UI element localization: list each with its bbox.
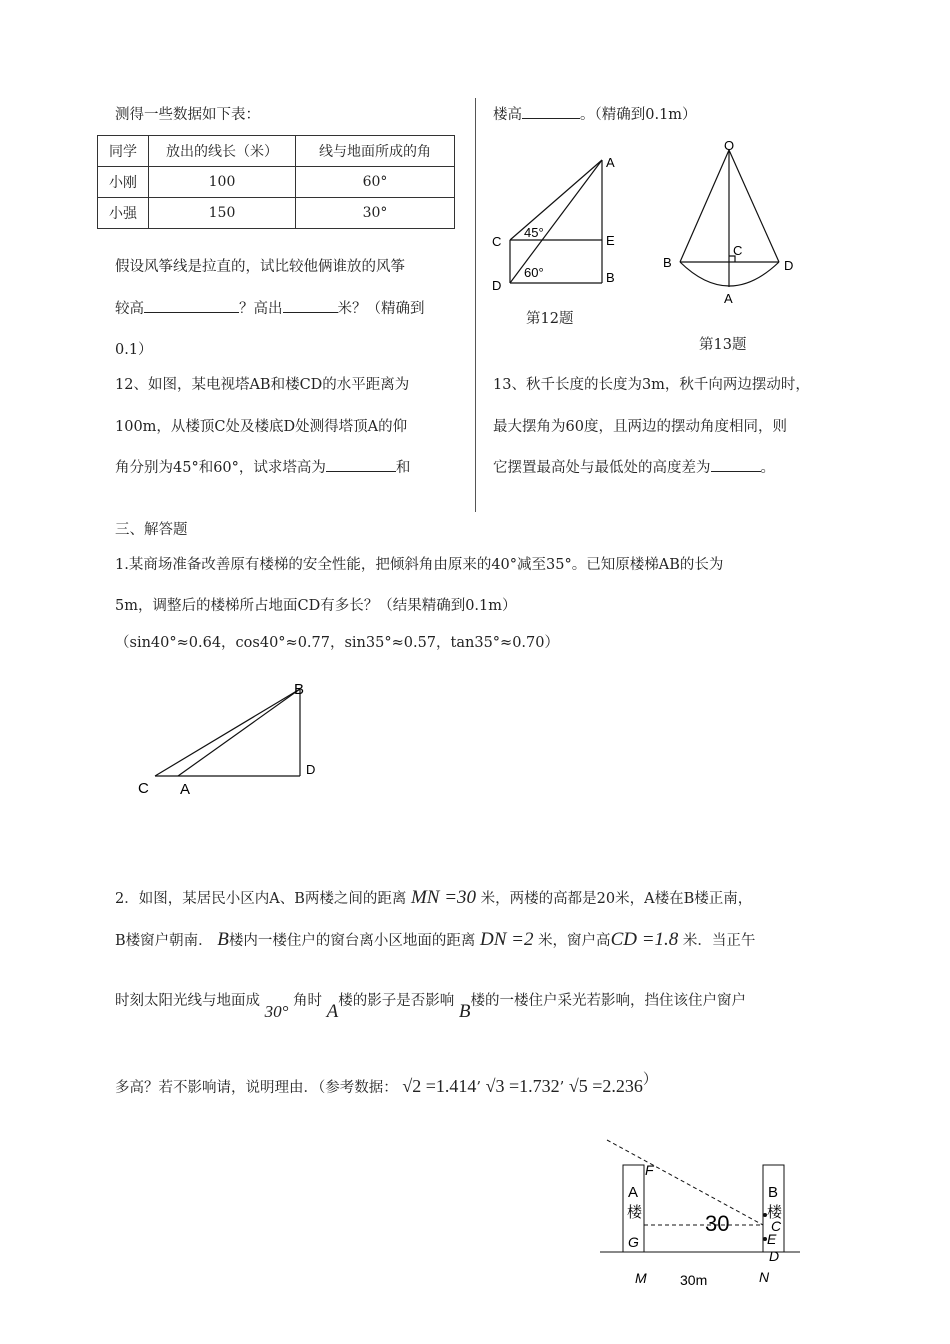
problem2-line4: 多高？若不影响请，说明理由．（参考数据： √2 =1.414’ √3 =1.732’ √5 =2.236） — [115, 1072, 658, 1096]
label-e: E — [767, 1231, 777, 1247]
table-header-row — [98, 136, 455, 167]
stair-ab — [178, 689, 300, 776]
p2-text: ） — [642, 1072, 658, 1088]
label-m: M — [635, 1270, 647, 1286]
table-cell: 小强 — [98, 198, 149, 229]
section-heading: 三、解答题 — [115, 522, 188, 538]
b-building-lou: 楼 — [767, 1204, 783, 1221]
q13-line3 — [493, 456, 775, 477]
column-divider — [475, 98, 476, 512]
label-a: A — [606, 155, 615, 170]
ref-sqrt3: √3 =1.732 — [485, 1076, 560, 1096]
math-a: A — [326, 1001, 339, 1022]
problem1-line3: （sin40°≈0.64，cos40°≈0.77，sin35°≈0.57，tan35°≈0.70） — [115, 635, 559, 651]
problem1-line2: 5m，调整后的楼梯所占地面CD有多长？（结果精确到0.1m） — [115, 598, 517, 614]
label-b: B — [606, 270, 615, 285]
math-b2: B — [458, 1001, 471, 1022]
stair-figure — [130, 675, 330, 795]
q13-text: 。 — [760, 460, 775, 476]
p2-text: 楼的一楼住户采光若影响，挡住该住户窗户 — [470, 993, 746, 1009]
q12-line1: 12、如图，某电视塔AB和楼CD的水平距离为 — [115, 377, 410, 393]
answer-blank — [283, 298, 338, 313]
p2-text: 楼的影子是否影响 — [338, 993, 455, 1009]
kite-question-line1: 假设风筝线是拉直的，试比较他俩谁放的风筝 — [115, 259, 405, 275]
table-cell: 150 — [149, 198, 296, 229]
p2-text: 米，窗户高 — [538, 933, 611, 949]
q12-text: 。（精确到0.1m） — [580, 107, 697, 123]
label-c: C — [492, 234, 502, 249]
figure-12-caption: 第12题 — [526, 311, 574, 327]
ref-sqrt5: √5 =2.236 — [568, 1076, 643, 1096]
label-e: E — [606, 233, 615, 248]
label-a: A — [180, 781, 191, 795]
p2-text: 楼内一楼住户的窗台离小区地面的距离 — [228, 933, 476, 949]
problem2-line2 — [115, 929, 755, 951]
label-g: G — [628, 1234, 639, 1250]
math-angle: 30° — [264, 1002, 289, 1021]
b-building-label: B — [768, 1184, 779, 1201]
label-d: D — [784, 258, 794, 273]
swing-ob — [680, 150, 729, 262]
ref-sqrt2: √2 =1.414 — [402, 1076, 477, 1096]
table-row — [98, 198, 455, 229]
label-o: O — [724, 140, 735, 153]
kite-data-table — [97, 135, 455, 229]
figure-13 — [658, 140, 808, 310]
problem1-line1: 1.某商场准备改善原有楼梯的安全性能，把倾斜角由原来的40°减至35°。已知原楼梯AB的长为 — [115, 557, 724, 573]
table-cell: 30° — [296, 198, 455, 229]
angle-30: 30 — [705, 1211, 730, 1236]
label-a: A — [724, 291, 733, 306]
table-header: 线与地面所成的角 — [296, 136, 455, 167]
label-b: B — [663, 255, 672, 270]
math-mn: MN =30 — [410, 887, 477, 908]
kite-q-text: 较高 — [115, 301, 144, 317]
math-b: B — [217, 929, 229, 950]
math-cd: CD =1.8 — [610, 929, 679, 950]
p2-text: 2．如图，某居民小区内A、B两楼之间的距离 — [115, 891, 407, 907]
label-c: C — [771, 1218, 782, 1234]
answer-blank — [326, 457, 396, 472]
label-d: D — [492, 278, 502, 293]
kite-question-line3: 0.1） — [115, 342, 153, 358]
angle-45: 45° — [524, 225, 544, 240]
answer-blank — [711, 457, 761, 472]
q13-text: 它摆置最高处与最低处的高度差为 — [493, 460, 711, 476]
p2-text: 时刻太阳光线与地面成 — [115, 993, 260, 1009]
buildings-figure — [595, 1135, 805, 1290]
table-header: 放出的线长（米） — [149, 136, 296, 167]
label-c: C — [733, 243, 743, 258]
q12-line3 — [115, 456, 410, 477]
answer-blank — [522, 104, 580, 119]
figure-13-caption: 第13题 — [699, 337, 747, 353]
table-row — [98, 167, 455, 198]
label-b: B — [294, 681, 305, 698]
distance-30m: 30m — [680, 1272, 708, 1288]
stair-cb — [155, 689, 300, 776]
p2-text: 角时 — [293, 993, 323, 1009]
problem2-line3 — [115, 989, 746, 1022]
answer-blank — [144, 298, 239, 313]
p2-text: 米，两楼的高都是20米，A楼在B楼正南， — [480, 891, 753, 907]
table-cell: 100 — [149, 167, 296, 198]
q13-line1: 13、秋千长度的长度为3m，秋千向两边摆动时， — [493, 377, 810, 393]
table-cell: 小刚 — [98, 167, 149, 198]
a-building-label: A — [628, 1184, 639, 1201]
kite-intro: 测得一些数据如下表： — [115, 107, 260, 123]
q12-text: 角分别为45°和60°，试求塔高为 — [115, 460, 326, 476]
table-header: 同学 — [98, 136, 149, 167]
q12-text: 楼高 — [493, 107, 522, 123]
p2-text: 米．当正午 — [682, 933, 756, 949]
q12-continuation — [493, 103, 697, 124]
kite-q-text: ？高出 — [239, 301, 283, 317]
q12-line2: 100m，从楼顶C处及楼底D处测得塔顶A的仰 — [115, 419, 408, 435]
p2-text: 多高？若不影响请，说明理由．（参考数据： — [115, 1080, 398, 1096]
label-c: C — [138, 780, 149, 795]
a-building-lou: 楼 — [627, 1204, 643, 1221]
label-d: D — [306, 762, 316, 777]
label-n: N — [759, 1269, 770, 1285]
q13-line2: 最大摆角为60度，且两边的摆动角度相同，则 — [493, 419, 787, 435]
table-cell: 60° — [296, 167, 455, 198]
problem2-line1 — [115, 887, 752, 909]
q12-text: 和 — [395, 460, 411, 476]
p2-text: B楼窗户朝南． — [115, 933, 213, 949]
label-f: F — [645, 1162, 654, 1178]
figure-12 — [480, 145, 630, 295]
label-d: D — [769, 1248, 780, 1264]
kite-question-line2 — [115, 297, 425, 318]
math-dn: DN =2 — [479, 929, 534, 950]
kite-q-text: 米？（精确到 — [337, 301, 425, 317]
angle-60: 60° — [524, 265, 544, 280]
